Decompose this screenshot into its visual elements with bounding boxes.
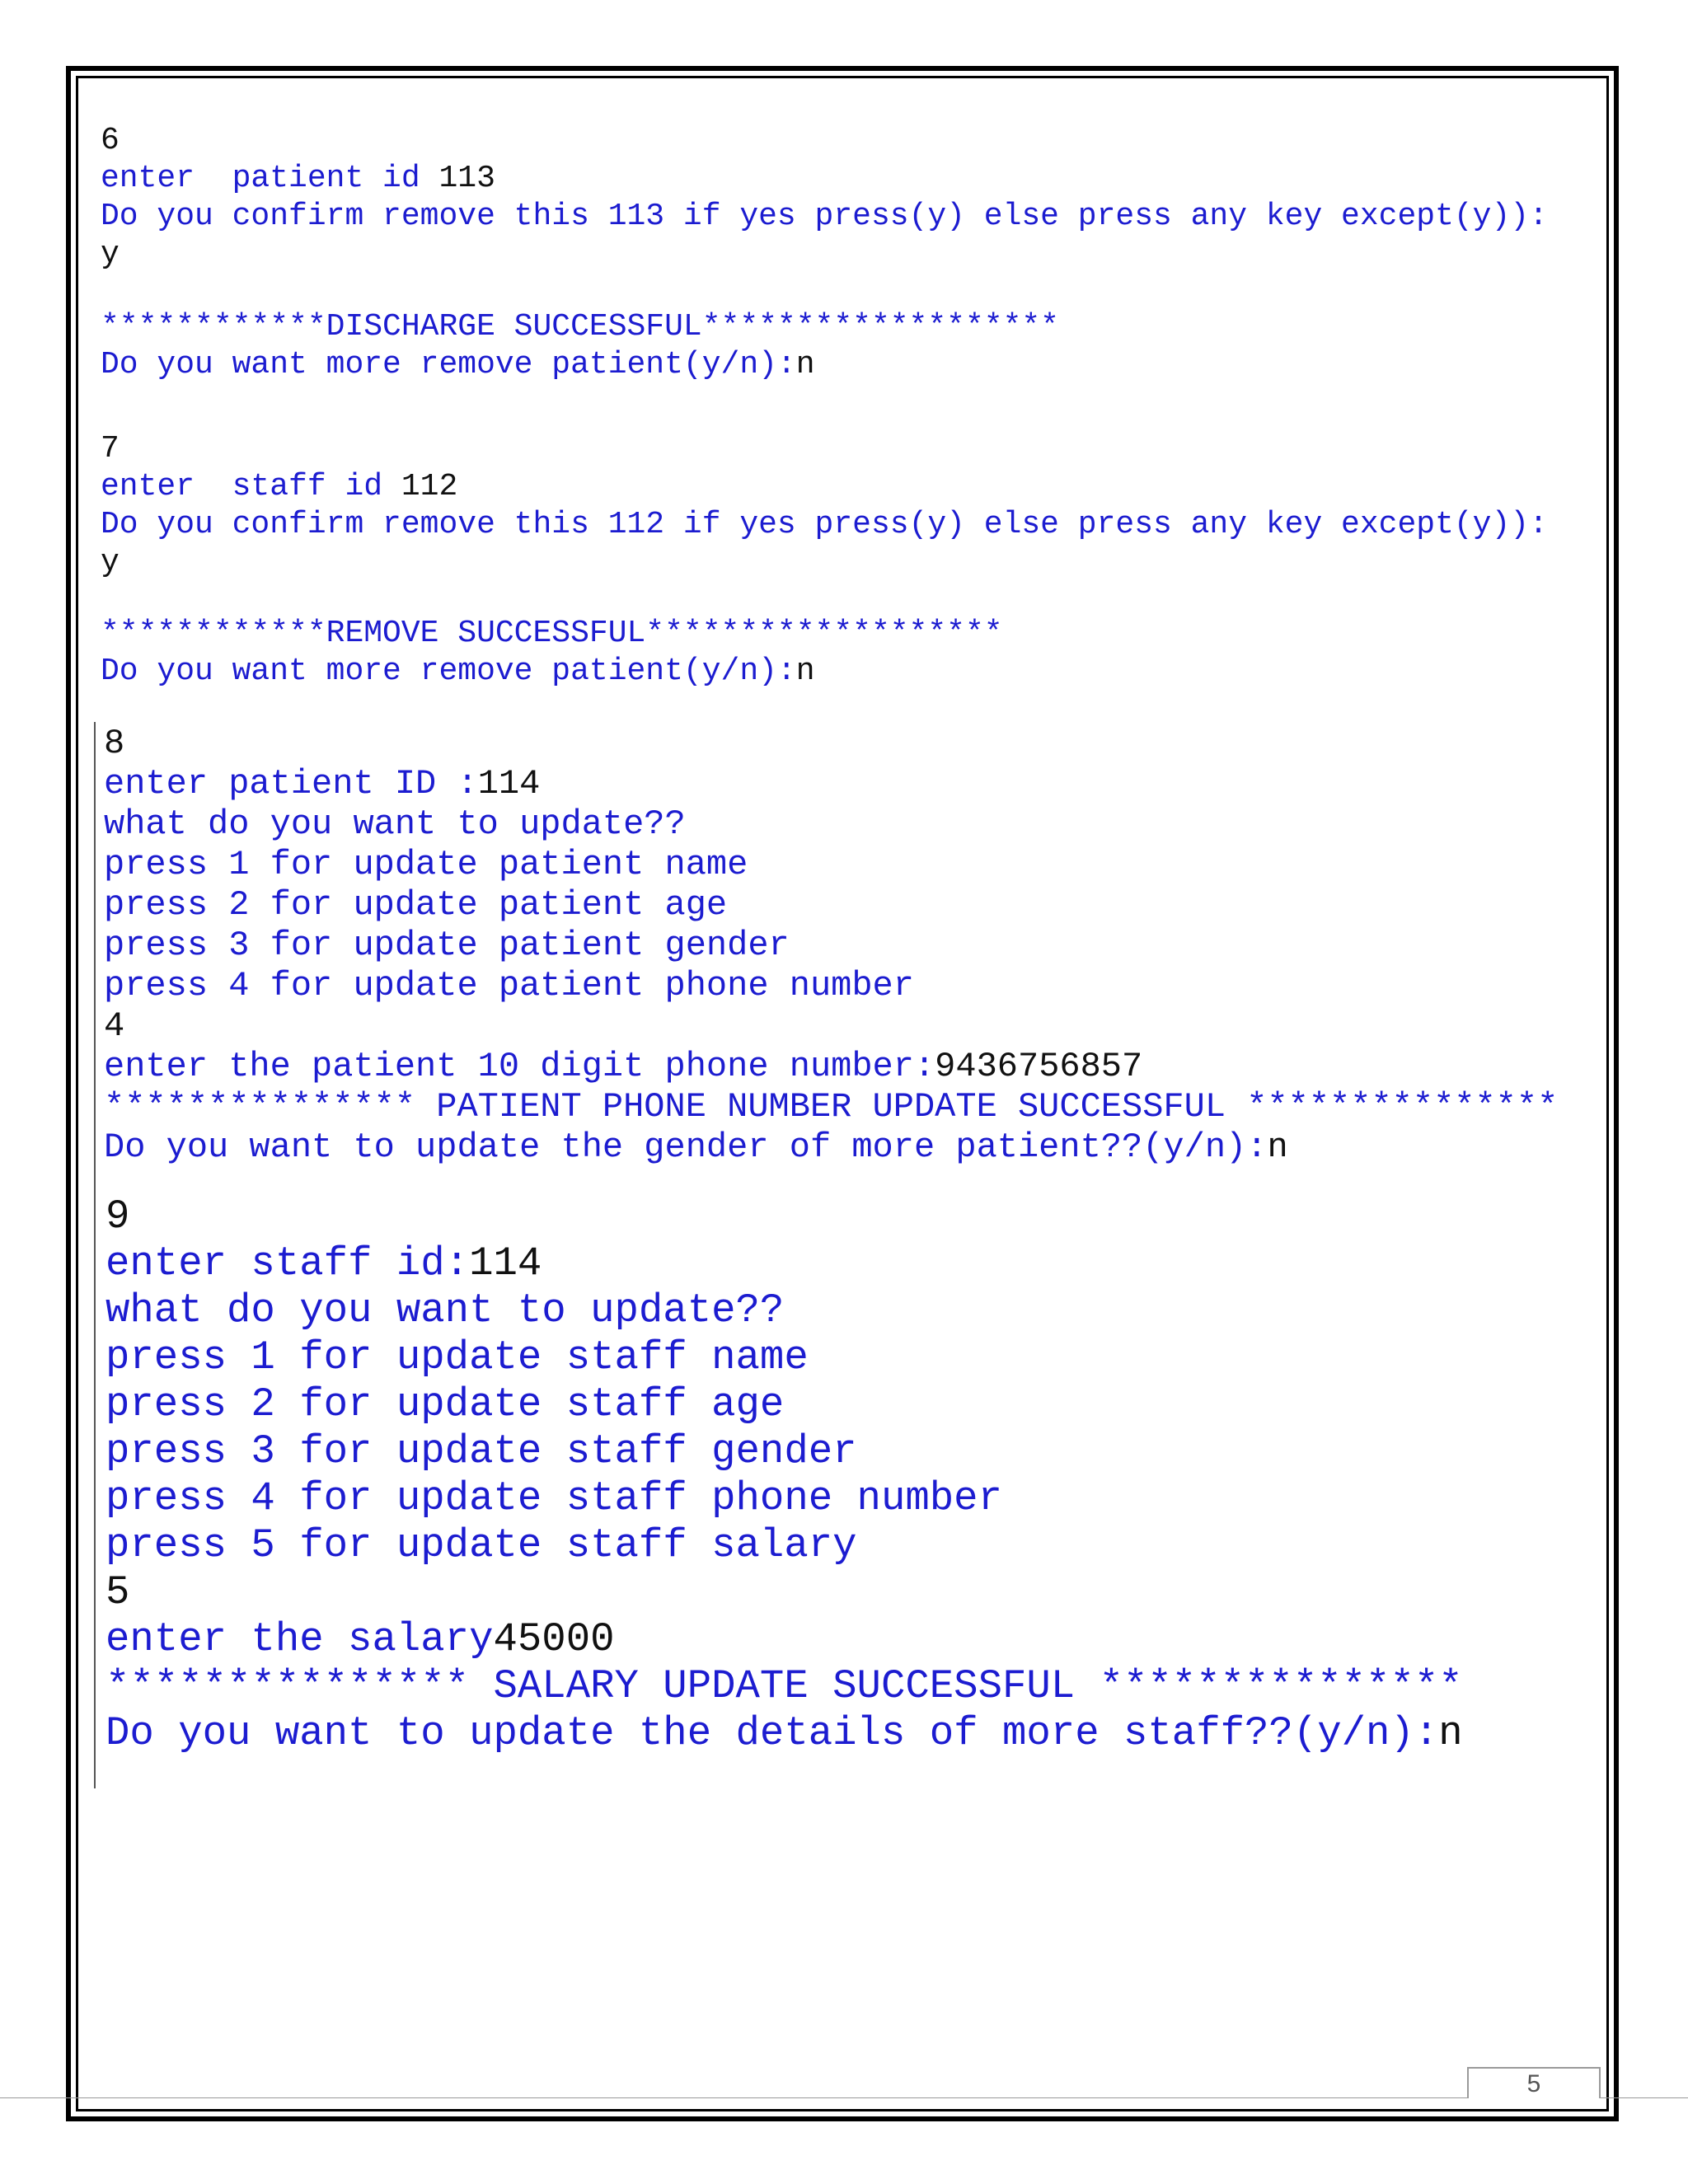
option-line: press 1 for update staff name <box>106 1334 809 1380</box>
success-banner: ************REMOVE SUCCESSFUL******************* <box>101 616 1003 651</box>
prompt-line: enter patient ID :114 <box>104 764 541 804</box>
option-line: press 2 for update patient age <box>104 885 728 925</box>
option-line: press 4 for update staff phone number <box>106 1475 1002 1521</box>
user-input-line: y <box>101 237 120 272</box>
user-input-line: y <box>101 545 120 580</box>
option-line: press 5 for update staff salary <box>106 1522 857 1568</box>
menu-choice: 6 <box>101 123 120 158</box>
prompt-line: enter patient id 113 <box>101 161 495 196</box>
prompt-line: Do you want to update the details of more staff??(y/n):n <box>106 1710 1463 1756</box>
text-cursor-bar <box>94 722 96 1788</box>
page-number: 5 <box>1467 2067 1601 2098</box>
menu-choice: 8 <box>104 724 125 763</box>
user-input-line: 5 <box>106 1569 130 1615</box>
success-banner: ************DISCHARGE SUCCESSFUL******************* <box>101 309 1059 344</box>
menu-choice: 9 <box>106 1193 130 1240</box>
option-line: press 3 for update patient gender <box>104 926 790 965</box>
question-line: what do you want to update?? <box>106 1287 785 1333</box>
confirm-line: Do you confirm remove this 112 if yes press(y) else press any key except(y)): <box>101 507 1548 542</box>
user-input-line: 4 <box>104 1006 125 1046</box>
question-line: what do you want to update?? <box>104 804 686 844</box>
prompt-line: Do you want more remove patient(y/n):n <box>101 347 815 382</box>
prompt-line: enter staff id 112 <box>101 469 458 504</box>
menu-choice: 7 <box>101 431 120 466</box>
footer-rule <box>0 2097 1688 2098</box>
prompt-line: Do you want more remove patient(y/n):n <box>101 654 815 689</box>
option-line: press 1 for update patient name <box>104 845 748 884</box>
prompt-line: Do you want to update the gender of more patient??(y/n):n <box>104 1127 1288 1167</box>
success-banner: *************** PATIENT PHONE NUMBER UPDATE SUCCESSFUL *************** <box>104 1087 1559 1127</box>
prompt-line: enter the patient 10 digit phone number:9436756857 <box>104 1047 1143 1086</box>
option-line: press 4 for update patient phone number <box>104 966 914 1005</box>
option-line: press 3 for update staff gender <box>106 1428 857 1474</box>
option-line: press 2 for update staff age <box>106 1381 785 1427</box>
prompt-line: enter the salary45000 <box>106 1616 615 1662</box>
success-banner: *************** SALARY UPDATE SUCCESSFUL *************** <box>106 1663 1463 1709</box>
prompt-line: enter staff id:114 <box>106 1240 542 1286</box>
confirm-line: Do you confirm remove this 113 if yes press(y) else press any key except(y)): <box>101 199 1548 234</box>
